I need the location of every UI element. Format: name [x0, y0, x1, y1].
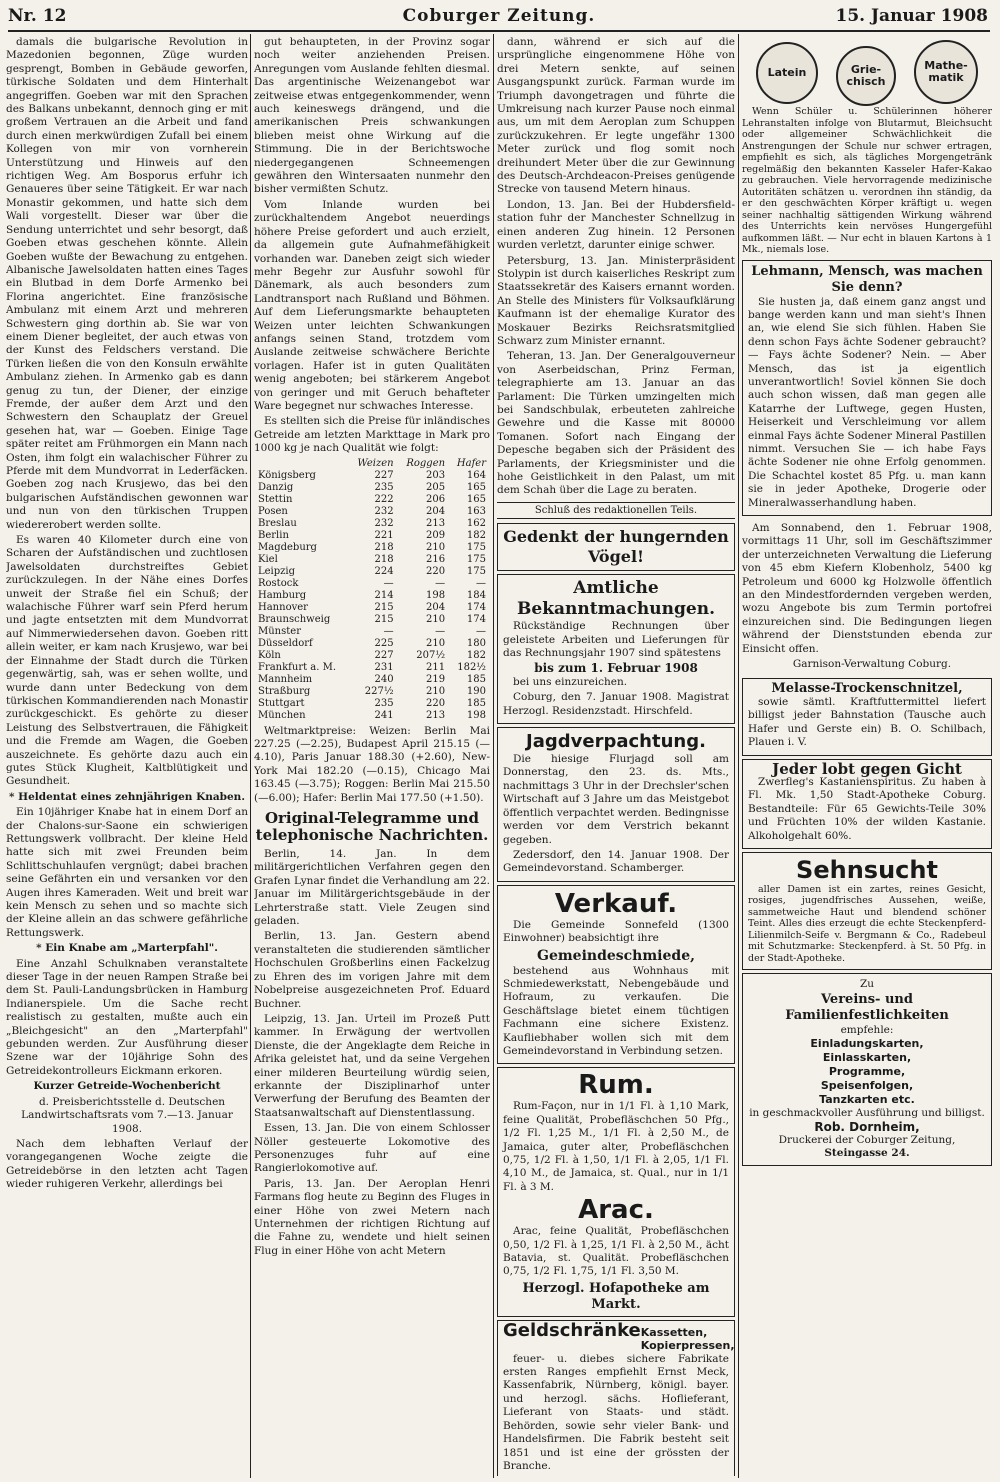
table-row — [254, 710, 490, 722]
table-cell: 232 — [374, 505, 394, 517]
official-notice-text: Rückständige Rechnungen über geleistete Arbeiten und Lieferungen für das Rechnungsjahr 1907 sind spätestens — [503, 620, 729, 660]
print-shop-address: Steingasse 24. — [824, 1147, 910, 1160]
print-shop-item: Programme, — [828, 1065, 906, 1079]
table-cell: 213 — [425, 709, 446, 721]
table-cell: 241 — [374, 709, 394, 721]
table-cell: Stuttgart — [258, 697, 305, 709]
table-row — [254, 698, 490, 710]
table-cell: 165 — [466, 481, 486, 493]
table-cell: Breslau — [258, 517, 297, 529]
table-cell: — — [476, 625, 486, 637]
telegram-item: London, 13. Jan. Bei der Hubdersfield-station fuhr der Manchester Schnellzug in einen anderen Zug hinein. 12 Personen wurden verletzt, darunter einige schwer. — [497, 198, 735, 252]
table-row — [254, 530, 490, 542]
table-cell: 210 — [425, 541, 446, 553]
table-row — [254, 602, 490, 614]
table-cell: 174 — [466, 613, 486, 625]
sale-subject: Gemeindeschmiede, — [537, 947, 695, 964]
article-paragraph: Nach dem lebhaften Verlauf der vorangegangenen Woche zeigte die Getreidebörse in den letzten acht Tagen wieder ruhigeren Verkehr, allerdings bei — [6, 1137, 248, 1191]
editorial-end-marker: Schluß des redaktionellen Teils. — [497, 502, 735, 519]
table-cell: Berlin — [258, 529, 289, 541]
rum-prices: Rum-Façon, nur in 1/1 Fl. à 1,10 Mark, feine Qualität, Probefläschchen 50 Pfg., 1/2 Fl. 1,25 M., 1/1 Fl. à 2,50 M., de Jamaica, guter alter, Probefläschchen 0,75, 1/2 Fl. à 1,50, 1/1 Fl. à 2,05, 1/1 Fl. 4,10 M., de Jamaica, st. Qual., nur in 1/1 Fl. à 3 M. — [503, 1100, 729, 1193]
table-cell: — — [435, 577, 446, 589]
table-cell: Mannheim — [258, 673, 313, 685]
sale-text: bestehend aus Wohnhaus mit Schmiedewerkstatt, Nebengebäude und Hofraum, zu verkaufen. Die Geschäftslage bietet einem tüchtigen Fachmann eine sichere Existenz. Kaufliebhaber wollen sich mit dem Gemeindevorstand in Verbindung setzen. — [503, 964, 729, 1057]
telegram-item: Essen, 13. Jan. Die von einem Schlosser Nöller gesteuerte Lokomotive des Personenzuges fuhr auf eine Rangierlokomotive auf. — [254, 1122, 490, 1175]
table-cell: 182½ — [457, 661, 486, 673]
official-notice-deadline: bis zum 1. Februar 1908 — [534, 661, 698, 676]
telegram-item: Berlin, 14. Jan. In dem militärgerichtlichen Verfahren gegen den Grafen Lynar findet die Verhandlung am 22. Januar im Militärgerichtsgebäude in der Lehrterstraße statt. Viele Zeugen sind geladen. — [254, 848, 490, 928]
table-cell: 227½ — [364, 685, 394, 697]
table-cell: 211 — [425, 661, 446, 673]
table-cell: 210 — [425, 637, 446, 649]
table-cell: 210 — [425, 613, 446, 625]
table-cell: Leipzig — [258, 565, 296, 577]
telegram-item: dann, während er sich auf die ursprüngliche eingenommene Höhe von drei Metern senkte, auf seinen Ausgangspunkt zurück. Farman wurde im Triumph davongetragen und führte die Umkreisung nach kurzer Pause noch einmal aus, um mit dem Aeroplan zum Schuppen zurückzukehren. Er legte ungefähr 1300 Meter zurück und flog somit noch dreihundert Meter über die zur Gewinnung des Deutsch-Archdeacon-Preises genügende Strecke von tausend Metern hinaus. — [497, 36, 735, 196]
table-cell: München — [258, 709, 306, 721]
soap-ad — [742, 852, 992, 971]
article-paragraph: damals die bulgarische Revolution in Mazedonien begonnen, Züge wurden gesprengt, Bomben in Gebäude geworfen, türkische Soldaten und dem Hinterhalt angegriffen. Goeben war mit den Sprachen des Balkans unbekannt, dennoch ging er mit großem Vertrauen an die Arbeit und fand durch einen merkwürdigen Zufall bei einem Kollegen von mir von vornherein Unterstützung und Hinweis auf den richtigen Weg. Am Bosporus erfuhr ich Genaueres über seine Tätigkeit. Er war nach Monastir gekommen, und hatte sich dem Wali vorgestellt. Dieser war über die Sendung unterrichtet und sehr besorgt, daß Goeben etwas geschehen könnte. Allein Goeben wußte der Bewachung zu entgehen. Albanische Jawelsoldaten hatten eines Tages ein Blutbad in dem Dorfe Armenko bei Florina angerichtet. Eine französische Ambulanz mit einem Arzt und mehreren Schwestern ging dorthin ab. Sie war von einem Diener begleitet, der auch etwas von der Kunst des Feldschers verstand. Die Türken ließen die von den Konsuln erwählte Ambulanz ziehen. In Armenko gab es dann genug zu tun, der Diener, der einzige Fremde, der außer dem Arzt und den Schwestern den Schauplatz der Greuel gesehen hat, war — Goeben. Einige Tage später reitet am Frühmorgen ein Mann nach Osten, ihm folgt ein walachischer Führer zu Pferde mit dem Mundvorrat in Lederfäcken. Goeben zog nach Krusjewo, das bei den bulgarischen Aufständischen gewonnen war und nun von den türkischen Truppen wiedererobert werden sollte. — [6, 36, 248, 531]
table-cell: 218 — [374, 553, 394, 565]
table-cell: 190 — [466, 685, 486, 697]
telegram-item: Petersburg, 13. Jan. Ministerpräsident Stolypin ist durch kaiserliches Reskript zum Staatssekretär des Kaisers ernannt worden. An Stelle des Ministers für Volksaufklärung Kaufmann ist der ehemalige Kurator des Moskauer Bezirks Reichsratsmitglied Schwarz zum Minister ernannt. — [497, 254, 735, 347]
sale-box — [497, 885, 735, 1065]
table-row — [254, 578, 490, 590]
hunting-lease-box — [497, 727, 735, 882]
table-row — [254, 674, 490, 686]
telegram-item: Berlin, 13. Jan. Gestern abend veranstalteten die studierenden sämtlicher Hochschulen Großberlins einen Fackelzug zu Ehren des im vorigen Jahre mit dem Nobelpreise ausgezeichneten Prof. Eduard Buchner. — [254, 930, 490, 1010]
world-market-prices: Weltmarktpreise: Weizen: Berlin Mai 227.25 (—2.25), Budapest April 215.15 (—4.10), Paris Januar 188.30 (+2.60), New-York Mai 182.20 (—0.15), Chicago Mai 163.45 (—3.75); Roggen: Berlin Mai 215.50 (—6.00); Hafer: Berlin Mai 177.50 (+1.50). — [254, 724, 490, 804]
table-cell: 207½ — [416, 649, 446, 661]
gout-ad — [742, 759, 992, 849]
arac-prices: Arac, feine Qualität, Probefläschchen 0,50, 1/2 Fl. à 1,25, 1/1 Fl. à 2,50 M., ächt Batavia, st. Qualität. Probefläschchen 0,75, 1/2 Fl. 1,75, 1/1 Fl. 3,50 M. — [503, 1225, 729, 1278]
soden-ad-text: Sie husten ja, daß einem ganz angst und bange werden kann und man sieht's Ihnen an, wie elend Sie sich fühlen. Haben Sie denn schon Fays ächte Sodener gebraucht? — Fays ächte Sodener? Nein. — Aber Mensch, das ist ja eigentlich unverantwortlich! Soviel können Sie doch auch schon wissen, daß man gegen alle Katarrhe der Luftwege, gegen Husten, Heiserkeit und Verschleimung vor allem einmal Fays ächte Sodener Mineral Pastillen nimmt. Versuchen Sie — ich habe Fays ächte Sodener nie ohne Erfolg genommen. Die Schachtel kostet 85 Pfg. u. man kann sie in jeder Apotheke, Drogerie oder Mineralwasserhandlung haben. — [748, 295, 986, 509]
table-header-cell: Weizen — [357, 457, 394, 469]
soden-ad-title: Lehmann, Mensch, was machen Sie denn? — [751, 263, 983, 295]
rum-arac-ad — [497, 1067, 735, 1316]
print-shop-subtitle: Druckerei der Coburger Zeitung, — [778, 1134, 956, 1147]
print-shop-owner: Rob. Dornheim, — [814, 1119, 920, 1134]
article-paragraph: gut behaupteten, in der Provinz sogar noch weiter anziehenden Preisen. Anregungen vom Auslande fehlten diesmal. Das argentinische Weizenangebot war zeitweise etwas entgegenkommender, wenn auch keineswegs drängend, und die amerikanischen Preis schwankungen blieben meist ohne Wirkung auf die Stimmung. Die in der Berichtswoche niedergegangenen Schneemengen gewähren den Wintersaaten nunmehr den bisher vermißten Schutz. — [254, 36, 490, 196]
table-cell: Hamburg — [258, 589, 307, 601]
table-cell: 203 — [425, 469, 446, 481]
garrison-notice — [742, 520, 992, 675]
table-cell: 219 — [425, 673, 446, 685]
sale-title: Verkauf. — [554, 888, 678, 919]
hunting-lease-title: Jagdverpachtung. — [526, 731, 706, 753]
table-row — [254, 554, 490, 566]
report-subtitle: d. Preisberichtsstelle d. Deutschen Landwirtschaftsrats vom 7.—13. Januar 1908. — [21, 1095, 233, 1135]
table-cell: — — [383, 577, 394, 589]
table-row — [254, 566, 490, 578]
column-rule — [493, 34, 494, 1478]
fodder-ad-title: Melasse-Trockenschnitzel, — [771, 681, 963, 697]
article-paragraph: Eine Anzahl Schulknaben veranstaltete dieser Tage in der neuen Rampen Straße bei dem St. Pauli-Landungsbrücken in Hamburg Indianerspiele. Um die Sache recht realistisch zu gestalten, mußte auch ein „Bleichgesicht" an den „Marterpfahl" gebunden werden. Zur Ausführung dieser Szene war der 10jährige Sohn des Getreidekontrolleurs Eickmann erkoren. — [6, 957, 248, 1077]
table-cell: Rostock — [258, 577, 299, 589]
official-notice-text: bei uns einzureichen. — [513, 675, 628, 688]
column-rule — [738, 34, 739, 1478]
print-shop-item: Einladungskarten, — [810, 1037, 924, 1051]
print-shop-intro: Zu — [859, 978, 875, 991]
table-cell: 240 — [374, 673, 394, 685]
section-heading: Kurzer Getreide-Wochenbericht — [33, 1080, 221, 1093]
rum-title: Rum. — [578, 1070, 654, 1101]
table-cell: 225 — [374, 637, 394, 649]
table-cell: 175 — [466, 541, 486, 553]
table-row — [254, 542, 490, 554]
bird-appeal-ad: Gedenkt der hungernden Vögel! — [497, 523, 735, 571]
table-cell: Stettin — [258, 493, 293, 505]
table-cell: 222 — [374, 493, 394, 505]
table-header-cell — [254, 458, 349, 470]
gout-ad-title: Jeder lobt gegen Gicht — [772, 759, 962, 778]
table-row — [254, 662, 490, 674]
print-shop-item: Speisenfolgen, — [820, 1079, 914, 1093]
print-shop-item: Einlasskarten, — [822, 1051, 912, 1065]
telegram-item: Teheran, 13. Jan. Der Generalgouverneur von Aserbeidschan, Prinz Ferman, telegraphierte am 13. Januar an das Parlament: Die Türken umzingelten mich bei Sandschbulak, erbeuteten zahlreiche Gewehre und die Kasse mit 80000 Tomanen. Sofort nach Eingang der Depesche begaben sich der Präsident des Parlaments, der Kriegsminister und die hohe Geistlichkeit in den Palast, um mit dem Schah über die Lage zu beraten. — [497, 350, 735, 497]
soap-ad-title: Sehnsucht — [796, 855, 938, 884]
print-shop-text: in geschmackvoller Ausführung und billigst. — [749, 1107, 985, 1120]
table-cell: 184 — [466, 589, 486, 601]
table-cell: 164 — [466, 469, 486, 481]
table-cell: 232 — [374, 517, 394, 529]
soap-ad-text: aller Damen ist ein zartes, reines Gesicht, rosiges, jugendfrisches Aussehen, weiße, sammetweiche Haut und blendend schöner Teint. Alles dies erzeugt die echte Steckenpferd-Lilienmilch-Seife v. Bergmann & Co., Radebeul mit Schutzmarke: Steckenpferd. à St. 50 Pfg. in der Stadt-Apotheke. — [748, 883, 986, 964]
table-cell: 227 — [374, 469, 394, 481]
table-cell: 210 — [425, 685, 446, 697]
hunting-lease-signature: Zedersdorf, den 14. Januar 1908. Der Gemeindevorstand. Schamberger. — [503, 848, 729, 875]
print-shop-ad — [742, 973, 992, 1165]
table-cell: 198 — [466, 709, 486, 721]
table-cell: 214 — [374, 589, 394, 601]
table-cell: Straßburg — [258, 685, 311, 697]
table-cell: 221 — [374, 529, 394, 541]
table-cell: Braunschweig — [258, 613, 331, 625]
table-row — [254, 470, 490, 482]
table-cell: 206 — [425, 493, 446, 505]
table-cell: Magdeburg — [258, 541, 317, 553]
newspaper-title: Coburger Zeitung. — [402, 6, 596, 26]
masthead — [8, 4, 990, 32]
table-cell: Posen — [258, 505, 288, 517]
column-3 — [497, 36, 735, 1476]
column-2 — [254, 36, 490, 1476]
column-1 — [6, 36, 248, 1476]
table-cell: 224 — [374, 565, 394, 577]
article-paragraph: Es waren 40 Kilometer durch eine von Scharen der Aufständischen und zuchtlosen Jawelsoldaten durchstreiftes Gebiet zurückzulegen. In der Nähe eines Dorfes unweit der Straße fiel ein Schuß; der walachische Führer warf sein Pferd herum und jagte entsetzten mit dem Mundvorrat auf Nimmerwiedersehen davon. Goeben ritt allein weiter, er kam nach Krusjewo, war bei der Einnahme der Stadt durch die Türken gegenwärtig, sah, was er sehen wollte, und wurde dann unter Bedeckung von dem türkischen Kommandierenden nach Monastir zurückgeschickt. Es gehörte zu dieser Leistung des Selbstvertrauen, die Fähigkeit und die Fremde am Wagen, die Goeben auszeichnete. Es gehörte dazu auch ein gutes Stück Klugheit, Kaltblütigkeit und Gesundheit. — [6, 534, 248, 788]
table-cell: 218 — [374, 541, 394, 553]
table-cell: — — [435, 625, 446, 637]
table-cell: 182 — [466, 529, 486, 541]
table-cell: 204 — [425, 505, 446, 517]
table-cell: 180 — [466, 637, 486, 649]
table-cell: 198 — [425, 589, 446, 601]
table-cell: 213 — [425, 517, 446, 529]
sale-text: Die Gemeinde Sonnefeld (1300 Einwohner) beabsichtigt ihre — [503, 918, 729, 945]
print-shop-offer: empfehle: — [840, 1023, 894, 1036]
school-subject-badge: Mathe-matik — [914, 40, 978, 104]
table-cell: 216 — [425, 553, 446, 565]
official-notice-title: Amtliche Bekanntmachungen. — [517, 578, 715, 620]
table-cell: 182 — [466, 649, 486, 661]
fodder-ad-text: sowie sämtl. Kraftfuttermittel liefert billigst jeder Bahnstation (Tausche auch Hafer und Gerste ein) B. O. Schilbach, Plauen i. V. — [748, 695, 986, 749]
print-shop-title: Vereins- und Familienfestlichkeiten — [785, 991, 949, 1023]
table-cell: 205 — [425, 481, 446, 493]
school-subject-badge: Grie-chisch — [836, 46, 896, 106]
table-row — [254, 482, 490, 494]
column-rule — [250, 34, 251, 1478]
issue-number: Nr. 12 — [8, 6, 67, 26]
article-paragraph: Es stellten sich die Preise für inländisches Getreide am letzten Markttage in Mark pro 1000 kg je nach Qualität wie folgt: — [254, 415, 490, 455]
telegram-section-title: Original-Telegramme und telephonische Nachrichten. — [255, 809, 489, 845]
safe-ad-title: Geldschränke — [503, 1319, 641, 1341]
table-cell: Frankfurt a. M. — [258, 661, 337, 673]
table-row — [254, 494, 490, 506]
article-paragraph: Vom Inlande wurden bei zurückhaltendem Angebot neuerdings höhere Preise gefordert und auch erzielt, da allgemein gute Aufnahmefähigkeit vorhanden war. Daneben zeigt sich wieder mehr Begehr zur Ausfuhr sowohl für Dänemark, als auch besonders zum Landtransport nach Rußland und Böhmen. Auf dem Lieferungsmarkte behaupteten Weizen unter leichten Schwankungen anfangs seinen Stand, trotzdem vom Auslande zeitweise schwächere Berichte vorlagen. Hafer ist in guten Qualitäten wenig angeboten; bei stärkerem Angebot von geringer und mit Geruch behafteter Ware begegnet nur schwaches Interesse. — [254, 198, 490, 412]
article-paragraph: Ein 10jähriger Knabe hat in einem Dorf an der Chalons-sur-Saone ein schwierigen Rettungswerk vollbracht. Der kleine Held hatte sich mit zwei Freunden beim Schlittschuhlaufen vergnügt; dabei brachen seine Gefährten ein und versanken vor den Augen ihres Kameraden. Weit und breit war kein Mensch zu sehen und so machte sich der Kleine allein an das schwere gefährliche Rettungswerk. — [6, 806, 248, 939]
issue-date: 15. Januar 1908 — [835, 6, 988, 26]
column-4 — [742, 36, 992, 1476]
table-cell: 215 — [374, 601, 394, 613]
safe-ad-text: feuer- u. diebes sichere Fabrikate ersten Ranges empfiehlt Ernst Meck, Kassenfabrik, Nürnberg, königl. bayer. und herzogl. sächs. Hoflieferant, Lieferant von Staats- und städt. Behörden, sowie sehr vieler Bank- und Handelsfirmen. Die Fabrik besteht seit 1851 und ist eine der grössten der Branche. — [503, 1352, 729, 1472]
section-heading: * Heldentat eines zehnjährigen Knaben. — [9, 790, 245, 803]
table-row — [254, 626, 490, 638]
table-cell: 163 — [466, 505, 486, 517]
table-cell: Düsseldorf — [258, 637, 313, 649]
school-subject-logos — [742, 36, 992, 106]
table-cell: Köln — [258, 649, 281, 661]
table-cell: Königsberg — [258, 469, 316, 481]
table-cell: 175 — [466, 553, 486, 565]
table-cell: — — [383, 625, 394, 637]
grain-price-table — [254, 458, 490, 722]
hunting-lease-text: Die hiesige Flurjagd soll am Donnerstag, den 23. ds. Mts., nachmittags 3 Uhr in der Drechsler'schen Wirtschaft auf 3 Jahre um das Meistgebot öffentlich verpachtet werden. Bedingnisse werden vor dem Verstrich bekannt gegeben. — [503, 753, 729, 846]
table-cell: 220 — [425, 697, 446, 709]
table-cell: 215 — [374, 613, 394, 625]
garrison-notice-signature: Garnison-Verwaltung Coburg. — [792, 658, 952, 671]
table-cell: 204 — [425, 601, 446, 613]
official-notice-box — [497, 574, 735, 724]
table-row — [254, 518, 490, 530]
table-cell: 227 — [374, 649, 394, 661]
garrison-notice-text: Am Sonnabend, den 1. Februar 1908, vormittags 11 Uhr, soll im Geschäftszimmer der unterzeichneten Verwaltung die Lieferung von 45 ebm Kiefern Klobenholz, 5400 kg Petroleum und 6000 kg Holzwolle öffentlich an den Mindestfordernden vergeben werden, wozu Angebote bis zum Termin portofrei einzureichen sind. Die Bedingungen liegen während der Dienststunden ebenda zur Einsicht offen. — [742, 522, 992, 655]
table-row — [254, 590, 490, 602]
table-cell: 209 — [425, 529, 446, 541]
table-cell: 162 — [466, 517, 486, 529]
table-cell: 185 — [466, 673, 486, 685]
section-heading: * Ein Knabe am „Marterpfahl". — [36, 942, 218, 955]
safe-ad — [497, 1320, 735, 1476]
gout-ad-text: Zwerfleg's Kastanienspiritus. Zu haben à Fl. Mk. 1,50 Stadt-Apotheke Coburg. Bestandteile: Für 65 Gewichts-Teile 30% und Früchten 10% der wilden Kastanie. Alkoholgehalt 60%. — [748, 775, 986, 842]
table-cell: 235 — [374, 481, 394, 493]
table-cell: 165 — [466, 493, 486, 505]
table-row — [254, 686, 490, 698]
table-cell: 235 — [374, 697, 394, 709]
telegram-item: Paris, 13. Jan. Der Aeroplan Henri Farmans flog heute zu Beginn des Fluges in einer Höhe von zwei Metern nach Unternehmen der richtigen Richtung auf die Fahne zu, wendete und hielt seinen Flug in einer Höhe von acht Metern — [254, 1177, 490, 1257]
print-shop-item: Tanzkarten etc. — [819, 1093, 915, 1107]
table-row — [254, 638, 490, 650]
table-cell: 231 — [374, 661, 394, 673]
table-cell: 185 — [466, 697, 486, 709]
arac-title: Arac. — [578, 1195, 654, 1226]
table-cell: Kiel — [258, 553, 278, 565]
safe-ad-subtitle: Kassetten, Kopierpressen, — [640, 1325, 735, 1353]
table-cell: Hannover — [258, 601, 308, 613]
table-cell: 220 — [425, 565, 446, 577]
fodder-ad — [742, 678, 992, 755]
table-header-cell: Roggen — [406, 457, 446, 469]
school-subject-badge: Latein — [756, 42, 818, 104]
table-row — [254, 614, 490, 626]
table-cell: 175 — [466, 565, 486, 577]
table-cell: Münster — [258, 625, 301, 637]
table-row — [254, 506, 490, 518]
table-cell: — — [476, 577, 486, 589]
official-notice-signature: Coburg, den 7. Januar 1908. Magistrat Herzogl. Residenzstadt. Hirschfeld. — [503, 691, 729, 717]
table-header-cell: Hafer — [456, 457, 486, 469]
cocoa-ad-text: Wenn Schüler u. Schülerinnen höherer Lehranstalten infolge von Blutarmut, Bleichsucht oder allgemeiner Schwächlichkeit die Anstrengungen der Schule nur schwer ertragen, empfiehlt es sich, als tägliches Morgengetränk regelmäßig den bekannten Kasseler Hafer-Kakao zu gebrauchen. Viele hervorragende medizinische Autoritäten schätzen u. verordnen ihn ständig, da er den geschwächten Körper kräftigt u. wegen seiner nachhaltig sättigenden Wirkung während des Unterrichts kein nervöses Hungergefühl aufkommen läßt. — Nur echt in blauen Kartons à 1 Mk., niemals lose. — [742, 106, 992, 255]
telegram-item: Leipzig, 13. Jan. Urteil im Prozeß Putt kammer. In Erwägung der wertvollen Dienste, die der Angeklagte dem Reiche in Afrika geleistet hat, und da seine Vergehen einer milderen Beurteilung würdig seien, erkannte der Disziplinarhof unter Verwerfung der Berufung des Beamten der Staatsanwaltschaft auf Dienstentlassung. — [254, 1012, 490, 1119]
pharmacy-name: Herzogl. Hofapotheke am Markt. — [522, 1280, 710, 1312]
soden-ad — [742, 260, 992, 517]
table-cell: 174 — [466, 601, 486, 613]
table-row — [254, 650, 490, 662]
table-cell: Danzig — [258, 481, 294, 493]
